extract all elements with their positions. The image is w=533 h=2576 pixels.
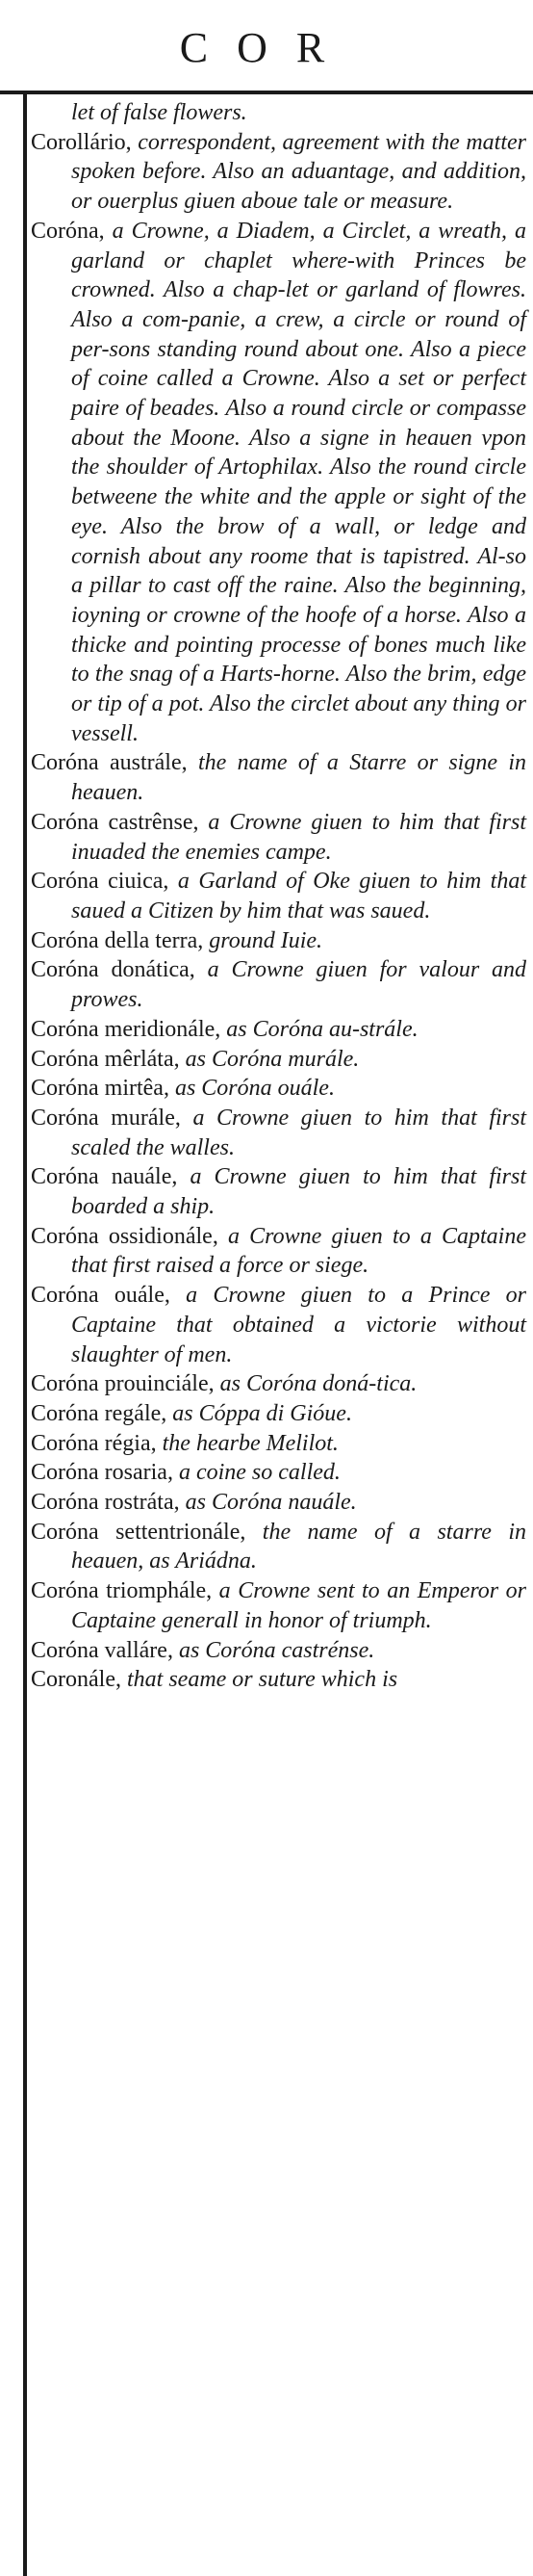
- entry-headword: Coróna regále,: [31, 1400, 173, 1426]
- entry-definition: correspondent, agreement with the matter spoken before. Also an aduantage, and addition, or ouerplus giuen aboue tale or measure.: [71, 129, 527, 215]
- dictionary-entry: [31, 1369, 526, 1399]
- entry-headword: Coróna ouále,: [31, 1283, 187, 1309]
- entry-definition: a Crowne giuen to a Captaine that first raised a force or siege.: [71, 1223, 526, 1279]
- entry-headword: Coróna ossidionále,: [31, 1223, 228, 1249]
- entry-headword: Coróna nauále,: [31, 1164, 190, 1190]
- dictionary-entry: [31, 1074, 526, 1104]
- entry-column: [31, 98, 526, 1695]
- dictionary-entry: [31, 1429, 526, 1459]
- entry-definition: as Coróna murále.: [185, 1046, 360, 1072]
- dictionary-entry: [31, 867, 526, 925]
- entry-headword: Coróna rosaria,: [31, 1460, 179, 1486]
- entry-definition: the hearbe Melilot.: [162, 1430, 339, 1456]
- entry-headword: Coronále,: [31, 1667, 127, 1693]
- entry-definition: that seame or suture which is: [126, 1667, 398, 1693]
- dictionary-entry: [31, 748, 526, 807]
- entry-definition: a coine so called.: [178, 1460, 341, 1486]
- entry-definition: a Crowne giuen to him that first scaled the walles.: [71, 1105, 526, 1160]
- dictionary-entry: [31, 1281, 526, 1369]
- entry-headword: Coróna prouinciále,: [31, 1371, 220, 1397]
- dictionary-entry: [31, 1015, 526, 1045]
- entry-definition: a Crowne giuen to him that first inuaded the enemies campe.: [71, 809, 526, 865]
- entry-definition: as Coróna nauále.: [185, 1490, 357, 1516]
- entry-definition: a Crowne sent to an Emperor or Captaine generall in honor of triumph.: [71, 1578, 527, 1633]
- entry-headword: Coróna meridionále,: [31, 1016, 227, 1042]
- entry-headword: Coróna,: [31, 218, 113, 244]
- entry-definition: as Coróna castrénse.: [178, 1637, 375, 1663]
- entry-headword: Coróna rostráta,: [31, 1490, 186, 1516]
- entry-headword: Coróna donática,: [31, 957, 208, 983]
- entry-headword: Coróna austrále,: [31, 750, 198, 776]
- dictionary-entry: [31, 1518, 526, 1576]
- dictionary-entry: [31, 1399, 526, 1429]
- entry-definition: a Crowne giuen for valour and prowes.: [71, 957, 527, 1013]
- header-rule: [0, 91, 533, 94]
- entry-definition: as Coróna ouále.: [174, 1076, 335, 1102]
- entry-headword: Coróna castrênse,: [31, 809, 209, 835]
- entry-headword: Coróna valláre,: [31, 1637, 179, 1663]
- dictionary-entry: [31, 808, 526, 867]
- entry-headword: Coróna della terra,: [31, 927, 210, 953]
- page-header: COR: [179, 24, 354, 71]
- entry-definition: the name of a Starre or signe in heauen.: [71, 750, 526, 806]
- entry-definition: let of false flowers.: [71, 100, 247, 125]
- dictionary-entry: [31, 98, 526, 128]
- dictionary-entry: [31, 1458, 526, 1488]
- entry-definition: a Garland of Oke giuen to him that saued a Citizen by him that was saued.: [71, 869, 526, 924]
- dictionary-entry: [31, 1665, 526, 1695]
- entry-headword: Coróna settentrionále,: [31, 1519, 263, 1545]
- column-rule: [23, 94, 27, 2576]
- dictionary-entry: [31, 1162, 526, 1221]
- entry-headword: Coróna régia,: [31, 1430, 163, 1456]
- dictionary-entry: [31, 1104, 526, 1162]
- entry-headword: Coróna murále,: [31, 1105, 193, 1131]
- entry-headword: Coróna triomphále,: [31, 1578, 219, 1604]
- dictionary-entry: [31, 955, 526, 1014]
- entry-definition: a Crowne, a Diadem, a Circlet, a wreath, a garland or chaplet where-with Princes be crowned. Also a chap-let or garland of flowres. Also a com-panie, a crew, a circle or round of per-sons standing round about one. Also a piece of coine called a Crowne. Also a set or perfect paire of beades. Also a round circle or compasse about the Moone. Also a signe in heauen vpon the shoulder of Artophilax. Also the round circle betweene the white and the apple or sight of the eye. Also the brow of a wall, or ledge and cornish about any roome that is tapistred. Al-so a pillar to cast off the raine. Also the beginning, ioyning or crowne of the hoofe of a horse. Also a thicke and pointing processe of bones much like to the snag of a Harts-horne. Also the brim, edge or tip of a pot. Also the circlet about any thing or vessell.: [71, 218, 526, 746]
- dictionary-entry: [31, 1045, 526, 1075]
- dictionary-entry: [31, 217, 526, 749]
- dictionary-entry: [31, 1488, 526, 1518]
- dictionary-entry: [31, 1576, 526, 1635]
- entry-definition: a Crowne giuen to a Prince or Captaine that obtained a victorie without slaughter of men.: [71, 1283, 527, 1367]
- entry-definition: as Coróna au-strále.: [226, 1016, 419, 1042]
- entry-definition: a Crowne giuen to him that first boarded a ship.: [71, 1164, 527, 1220]
- entry-definition: ground Iuie.: [209, 927, 323, 953]
- dictionary-entry: [31, 926, 526, 956]
- dictionary-entry: [31, 1636, 526, 1666]
- entry-definition: the name of a starre in heauen, as Ariádna.: [71, 1519, 527, 1574]
- entry-headword: Corollário,: [31, 129, 139, 155]
- dictionary-entry: [31, 128, 526, 217]
- entry-headword: Coróna mirtêa,: [31, 1076, 175, 1102]
- entry-headword: Coróna ciuica,: [31, 869, 178, 895]
- entry-definition: as Coróna doná-tica.: [219, 1371, 418, 1397]
- entry-headword: Coróna mêrláta,: [31, 1046, 186, 1072]
- dictionary-entry: [31, 1222, 526, 1281]
- entry-definition: as Cóppa di Gióue.: [172, 1400, 352, 1426]
